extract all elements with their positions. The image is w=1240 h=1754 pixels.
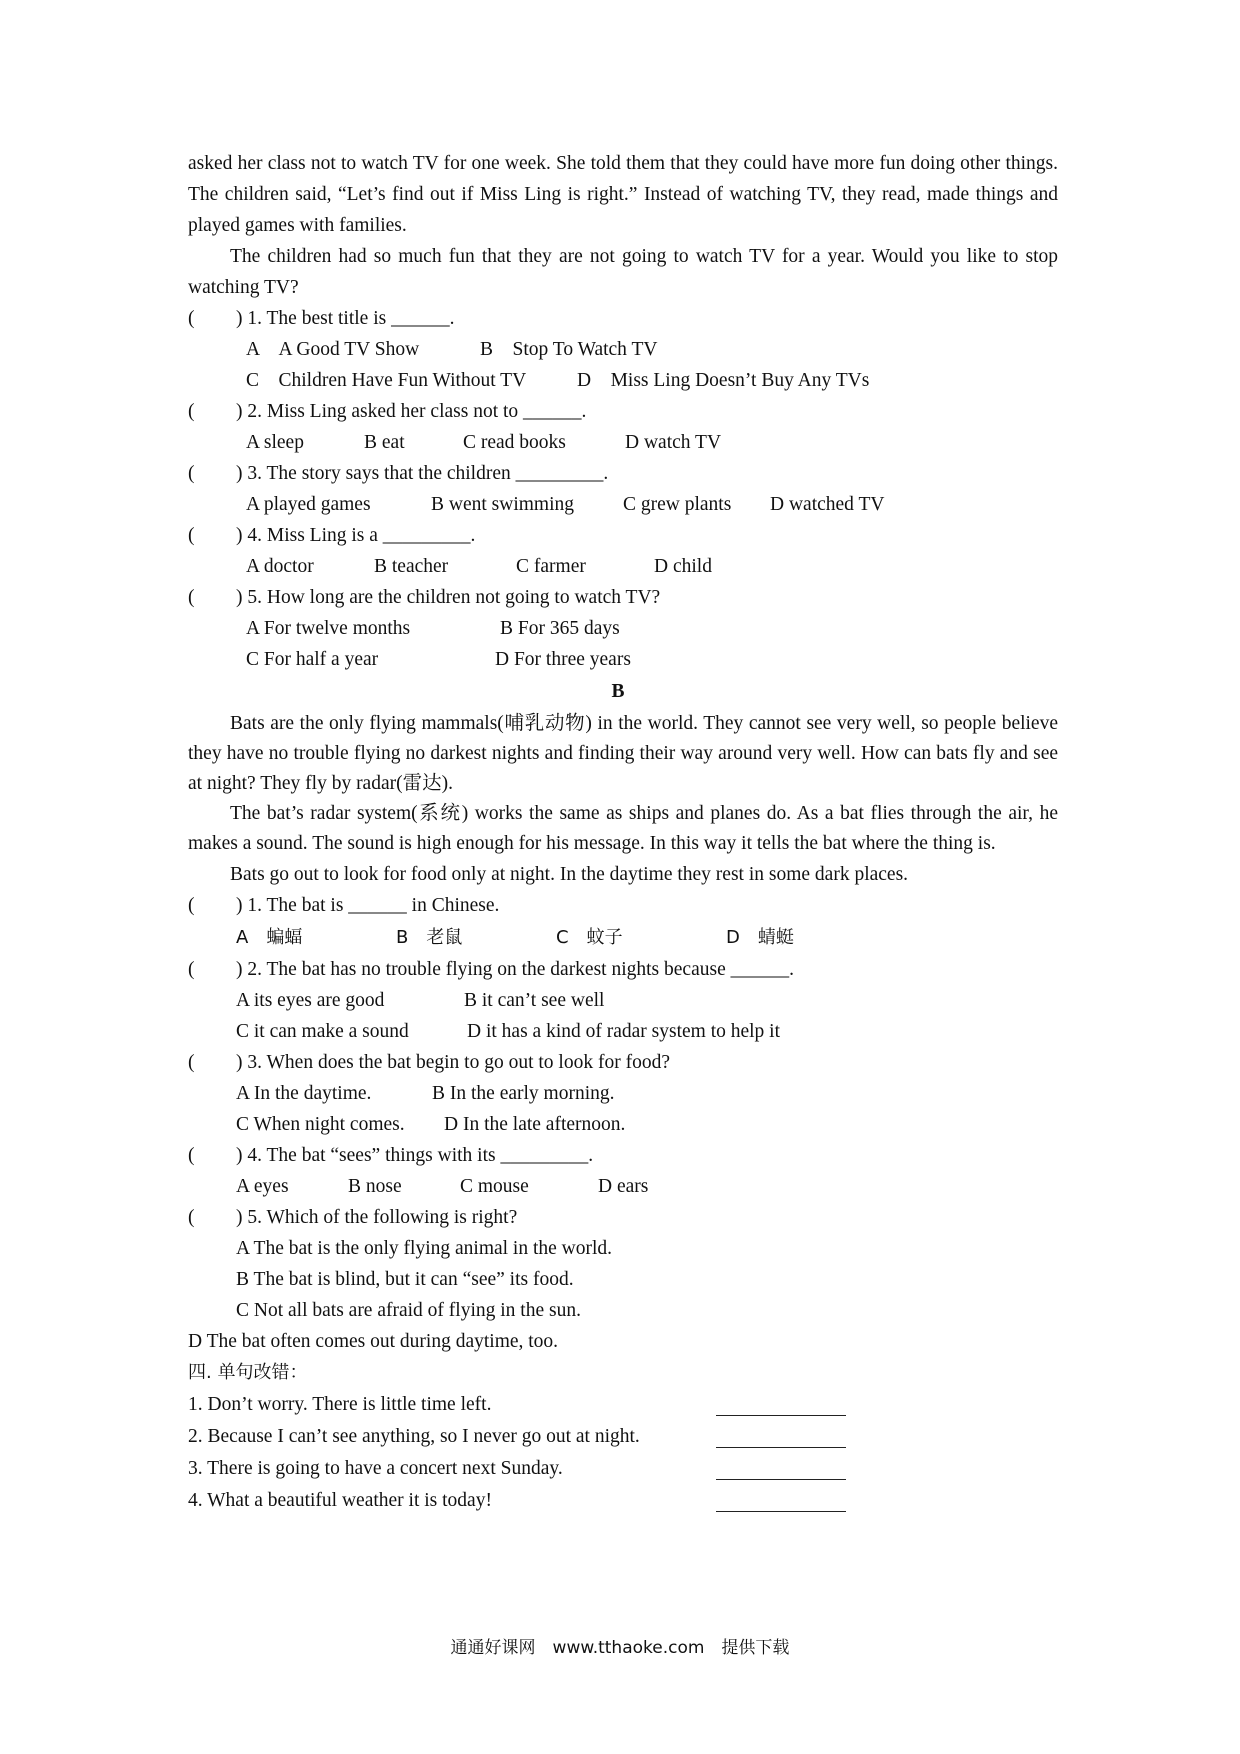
option-b: B eat <box>364 432 405 453</box>
option-d: D For three years <box>495 649 631 670</box>
options-b5-d <box>188 1326 1058 1357</box>
options-a1-row2 <box>188 365 1058 396</box>
answer-paren[interactable]: ( <box>188 959 195 980</box>
option-c: C grew plants <box>623 494 732 515</box>
option-a: A eyes <box>236 1176 289 1197</box>
sentence-text: 2. Because I can’t see anything, so I never go out at night. <box>188 1426 640 1447</box>
options-a4 <box>188 551 1058 582</box>
passage-b-paragraph-3: Bats go out to look for food only at night. In the daytime they rest in some dark places. <box>230 864 909 885</box>
option-b: B The bat is blind, but it can “see” its food. <box>236 1269 574 1290</box>
answer-paren[interactable]: ( <box>188 308 195 329</box>
page-footer: 通通好课网 www.tthaoke.com 提供下载 <box>450 1638 790 1658</box>
option-b: B For 365 days <box>500 618 620 639</box>
passage-a-paragraph-2: The children had so much fun that they are not going to watch TV for a year. Would you like to stop watching TV? <box>188 246 1058 298</box>
option-b: B Stop To Watch TV <box>480 339 658 360</box>
answer-paren[interactable]: ( <box>188 401 195 422</box>
option-c: C 蚊子 <box>556 927 623 948</box>
option-a: A doctor <box>246 556 314 577</box>
option-d: D The bat often comes out during daytime, too. <box>188 1331 559 1352</box>
question-b2 <box>188 954 1058 985</box>
option-b: B it can’t see well <box>464 990 605 1011</box>
worksheet-page <box>188 148 1058 1517</box>
options-b3-row2 <box>188 1109 1058 1140</box>
question-text: ) 3. The story says that the children _________. <box>236 463 609 484</box>
option-d: D ears <box>598 1176 649 1197</box>
options-a2 <box>188 427 1058 458</box>
option-d: D 蜻蜓 <box>726 927 794 948</box>
question-text: ) 5. How long are the children not going to watch TV? <box>236 587 661 608</box>
option-c: C Not all bats are afraid of flying in the sun. <box>236 1300 581 1321</box>
answer-blank[interactable] <box>716 1479 846 1480</box>
question-text: ) 4. Miss Ling is a _________. <box>236 525 476 546</box>
question-a1 <box>188 303 1058 334</box>
question-b4 <box>188 1140 1058 1171</box>
passage-a-paragraph-1: asked her class not to watch TV for one week. She told them that they could have more fun doing other things. The children said, “Let’s find out if Miss Ling is right.” Instead of watching TV, they read, made things and played games with families. <box>188 153 1058 236</box>
question-b3 <box>188 1047 1058 1078</box>
option-c: C read books <box>463 432 566 453</box>
question-text: ) 3. When does the bat begin to go out to look for food? <box>236 1052 670 1073</box>
options-a5-row2 <box>188 644 1058 675</box>
option-c: C it can make a sound <box>236 1021 409 1042</box>
options-b2-row2 <box>188 1016 1058 1047</box>
option-b: B teacher <box>374 556 449 577</box>
question-text: ) 4. The bat “sees” things with its _________. <box>236 1145 594 1166</box>
option-b: B In the early morning. <box>432 1083 615 1104</box>
answer-blank[interactable] <box>716 1415 846 1416</box>
question-text: ) 2. Miss Ling asked her class not to ______. <box>236 401 587 422</box>
question-text: ) 5. Which of the following is right? <box>236 1207 518 1228</box>
question-a4 <box>188 520 1058 551</box>
error-correction-item-1 <box>188 1389 1058 1421</box>
option-b: B 老鼠 <box>396 927 463 948</box>
question-a2 <box>188 396 1058 427</box>
error-correction-item-4 <box>188 1485 1058 1517</box>
question-b1 <box>188 890 1058 921</box>
option-b: B nose <box>348 1176 402 1197</box>
section-4-title: 四. 单句改错： <box>188 1362 308 1383</box>
answer-blank[interactable] <box>716 1511 846 1512</box>
option-d: D Miss Ling Doesn’t Buy Any TVs <box>577 370 870 391</box>
option-d: D child <box>654 556 712 577</box>
answer-paren[interactable]: ( <box>188 1145 195 1166</box>
answer-paren[interactable]: ( <box>188 587 195 608</box>
option-c: C farmer <box>516 556 586 577</box>
sentence-text: 4. What a beautiful weather it is today! <box>188 1490 492 1511</box>
section-heading-b: B <box>611 681 625 702</box>
question-text: ) 2. The bat has no trouble flying on the darkest nights because ______. <box>236 959 794 980</box>
option-a: A sleep <box>246 432 304 453</box>
option-a: A played games <box>246 494 371 515</box>
options-b4 <box>188 1171 1058 1202</box>
options-b1 <box>188 921 1058 954</box>
sentence-text: 1. Don’t worry. There is little time left. <box>188 1394 492 1415</box>
answer-paren[interactable]: ( <box>188 1207 195 1228</box>
options-a5-row1 <box>188 613 1058 644</box>
option-c: C Children Have Fun Without TV <box>246 370 527 391</box>
answer-paren[interactable]: ( <box>188 1052 195 1073</box>
passage-b-paragraph-1: Bats are the only flying mammals(哺乳动物) in the world. They cannot see very well, so people believe they have no trouble flying no darkest nights and finding their way around very well. How can bats fly and see at night? They fly by radar(雷达). <box>188 713 1058 794</box>
option-d: D watched TV <box>770 494 885 515</box>
option-a: A In the daytime. <box>236 1083 372 1104</box>
question-a3 <box>188 458 1058 489</box>
option-d: D watch TV <box>625 432 722 453</box>
option-a: A its eyes are good <box>236 990 385 1011</box>
answer-paren[interactable]: ( <box>188 463 195 484</box>
options-b3-row1 <box>188 1078 1058 1109</box>
options-a1-row1 <box>188 334 1058 365</box>
error-correction-item-3 <box>188 1453 1058 1485</box>
option-c: C For half a year <box>246 649 379 670</box>
question-text: ) 1. The best title is ______. <box>236 308 455 329</box>
option-d: D it has a kind of radar system to help it <box>467 1021 781 1042</box>
answer-blank[interactable] <box>716 1447 846 1448</box>
option-a: A A Good TV Show <box>246 339 420 360</box>
options-b5-b <box>188 1264 1058 1295</box>
option-d: D In the late afternoon. <box>444 1114 626 1135</box>
options-b5-c <box>188 1295 1058 1326</box>
option-a: A For twelve months <box>246 618 411 639</box>
answer-paren[interactable]: ( <box>188 525 195 546</box>
options-b2-row1 <box>188 985 1058 1016</box>
option-c: C mouse <box>460 1176 529 1197</box>
question-b5 <box>188 1202 1058 1233</box>
option-a: A 蝙蝠 <box>236 927 303 948</box>
answer-paren[interactable]: ( <box>188 895 195 916</box>
error-correction-item-2 <box>188 1421 1058 1453</box>
option-a: A The bat is the only flying animal in the world. <box>236 1238 613 1259</box>
options-a3 <box>188 489 1058 520</box>
option-c: C When night comes. <box>236 1114 405 1135</box>
sentence-text: 3. There is going to have a concert next Sunday. <box>188 1458 563 1479</box>
question-text: ) 1. The bat is ______ in Chinese. <box>236 895 500 916</box>
option-b: B went swimming <box>431 494 575 515</box>
passage-b-paragraph-2: The bat’s radar system(系统) works the same as ships and planes do. As a bat flies through the air, he makes a sound. The sound is high enough for his message. In this way it tells the bat where the thing is. <box>188 803 1058 854</box>
question-a5 <box>188 582 1058 613</box>
options-b5-a <box>188 1233 1058 1264</box>
